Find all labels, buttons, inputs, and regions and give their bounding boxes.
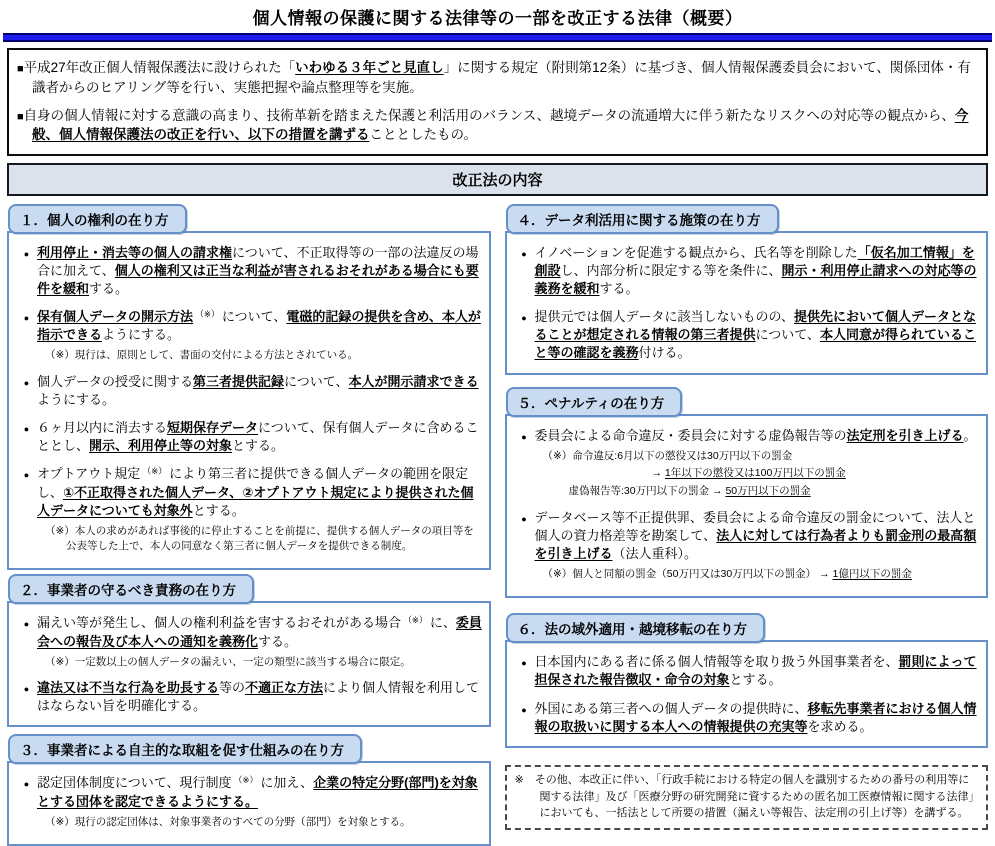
text-run: する。: [89, 280, 129, 296]
text-run: いわゆる３年ごと見直し: [295, 60, 444, 75]
text-run: （法人重科）。: [612, 545, 698, 561]
text-run: する。: [599, 280, 639, 296]
dot-bullet-icon: ●: [521, 513, 527, 524]
text-run: 開示・利用停止請求への対応等の義務を緩和: [534, 262, 977, 296]
text-run: こととしたもの。: [369, 127, 477, 143]
footnote-item: [514, 466, 981, 481]
bullet-text: [535, 509, 981, 564]
bullet-item: [16, 465, 483, 520]
section-5-body: [505, 414, 989, 599]
text-run: 等の: [219, 680, 246, 696]
footnote-item: [514, 567, 981, 582]
section-6-body: [505, 640, 989, 748]
text-run: （※）個人と同額の罰金（50万円又は30万円以下の罰金） →: [542, 568, 833, 581]
dot-bullet-icon: ●: [521, 431, 527, 442]
bullet-item: [16, 373, 483, 409]
text-run: 付ける。: [638, 345, 691, 361]
other-laws-footnote-box: [505, 765, 989, 830]
section-4-body: [505, 231, 989, 375]
text-run: 電磁的記録の提供を含め、本人が指示できる: [37, 309, 481, 343]
section-1-heading: １．個人の権利の在り方: [8, 204, 187, 234]
text-run: する。: [258, 633, 298, 649]
intro-summary-box: [7, 48, 988, 156]
bullet-text: [535, 244, 981, 299]
bullet-item: [514, 700, 981, 736]
dot-bullet-icon: ●: [23, 248, 30, 259]
text-run: 委員会への報告及び本人への通知を義務化: [37, 615, 482, 649]
square-bullet-icon: ■: [17, 63, 24, 75]
dot-bullet-icon: ●: [521, 704, 527, 715]
section-3: [7, 734, 491, 846]
text-run: オプトアウト規定: [37, 466, 141, 482]
text-run: について、不正取得等の一部の法違反の場合に加えて、: [37, 244, 479, 278]
text-run: イノベーションを促進する観点から、氏名等を削除した: [534, 244, 858, 260]
text-run: 自身の個人情報に対する意識の高まり、技術革新を踏まえた保護と利活用のバランス、越境データの流通増大に伴う新たなリスクへの対応等の観点から、: [23, 107, 955, 123]
bullet-text: [37, 244, 483, 299]
text-run: 1年以下の懲役又は100万円以下の罰金: [664, 467, 846, 480]
text-run: （※）命令違反:6月以下の懲役又は30万円以下の罰金: [542, 449, 793, 462]
text-run: について、保有個人データに含めることとし、: [37, 420, 479, 454]
dot-bullet-icon: ●: [23, 684, 30, 695]
text-run: ようにする。: [37, 391, 116, 407]
text-run: （※）一定数以上の個人データの漏えい、一定の類型に該当する場合に限定。: [45, 655, 411, 668]
text-run: 保有個人データの開示方法: [37, 309, 194, 325]
text-run: （※）現行の認定団体は、対象事業者のすべての分野（部門）を対象とする。: [45, 815, 411, 828]
text-run: 法人に対しては行為者よりも罰金刑の最高額を引き上げる: [534, 527, 977, 561]
text-run: 違法又は不当な行為を助長する: [37, 680, 220, 696]
text-run: データベース等不正提供罪、委員会による命令違反の罰金について、法人と個人の資力格差等を勘案して、: [534, 509, 976, 543]
text-run: 第三者提供記録: [193, 373, 285, 389]
section-6: [505, 613, 989, 748]
dot-bullet-icon: ●: [521, 248, 527, 259]
bullet-text: [535, 308, 981, 363]
text-run: を求める。: [807, 718, 873, 734]
text-run: とする。: [232, 438, 285, 454]
footnote-item: [16, 524, 483, 554]
text-run: について、: [755, 327, 820, 343]
text-run: 。: [963, 427, 977, 443]
text-run: →: [651, 467, 665, 480]
footnote-item: [514, 449, 981, 464]
bullet-text: [37, 308, 483, 344]
section-1-body: [7, 231, 491, 571]
text-run: 外国にある第三者への個人データの提供時に、: [534, 700, 808, 716]
text-run: とする。: [192, 502, 245, 518]
bullet-text: [535, 427, 981, 445]
text-run: により個人情報を利用してはならない旨を明確化する。: [37, 680, 480, 714]
text-run: について、: [284, 373, 349, 389]
text-run: 虚偽報告等:30万円以下の罰金 →: [568, 485, 726, 498]
dot-bullet-icon: ●: [23, 470, 30, 481]
bullet-item: [16, 419, 483, 455]
bullet-item: [16, 774, 483, 810]
section-3-heading: ３．事業者による自主的な取組を促す仕組みの在り方: [8, 734, 362, 764]
text-run: 本人同意が得られていること等の確認を義務: [534, 327, 977, 361]
square-bullet-icon: ■: [17, 110, 24, 123]
title-divider: [3, 33, 992, 42]
text-run: 開示、利用停止等の対象: [89, 438, 233, 454]
section-4: [505, 204, 989, 375]
text-run: 提供先において個人データとなることが想定される情報の第三者提供: [534, 309, 976, 343]
text-run: 認定団体制度について、現行制度: [37, 775, 232, 791]
text-run: 個人の権利又は正当な利益が害されるおそれがある場合にも要件を緩和: [37, 262, 479, 296]
text-run: （※）: [140, 466, 170, 477]
text-run: により第三者に提供できる個人データの範囲を限定し、: [37, 466, 469, 500]
text-run: について、: [221, 309, 287, 325]
footnote-item: [16, 655, 483, 670]
intro-bullet: [17, 106, 976, 145]
footnote-item: [16, 815, 483, 830]
text-run: （※）: [401, 615, 430, 626]
text-run: 提供元では個人データに該当しないものの、: [534, 309, 794, 325]
section-1: [7, 204, 491, 571]
text-run: 本人が開示請求できる: [348, 373, 479, 389]
bullet-text: [37, 465, 483, 520]
section-3-body: [7, 761, 491, 846]
bullet-text: [37, 774, 483, 810]
text-run: （※）: [193, 309, 222, 320]
bullet-item: [16, 614, 483, 650]
text-run: 「仮名加工情報」を創設: [534, 244, 975, 278]
section-2-heading: ２．事業者の守るべき責務の在り方: [8, 574, 254, 604]
bullet-text: [535, 653, 981, 689]
dot-bullet-icon: ●: [23, 313, 30, 324]
content-section-header: 改正法の内容: [7, 163, 988, 196]
section-5: [505, 387, 989, 599]
bullet-text: [37, 419, 483, 455]
text-run: 利用停止・消去等の個人の請求権: [37, 244, 233, 260]
text-run: に、: [429, 615, 456, 631]
text-run: 不適正な方法: [245, 680, 324, 696]
text-run: 平成27年改正個人情報保護法に設けられた「: [23, 60, 296, 75]
section-6-heading: ６．法の域外適用・越境移転の在り方: [506, 613, 766, 643]
text-run: ６ヶ月以内に消去する: [37, 420, 168, 436]
text-run: 短期保存データ: [167, 420, 259, 436]
dot-bullet-icon: ●: [23, 424, 30, 435]
text-run: 日本国内にある者に係る個人情報等を取り扱う外国事業者を、: [534, 654, 899, 670]
text-run: 罰則によって担保された報告徴収・命令の対象: [534, 654, 977, 688]
intro-bullet: [17, 58, 976, 97]
text-run: 企業の特定分野(部門)を対象とする団体を認定できるようにする。: [37, 775, 478, 809]
dot-bullet-icon: ●: [23, 619, 30, 630]
dot-bullet-icon: ●: [521, 658, 527, 669]
text-run: ①不正取得された個人データ、②オプトアウト規定により提供された個人データについても対象外: [37, 484, 474, 518]
bullet-item: [514, 509, 981, 564]
section-2-body: [7, 601, 491, 727]
bullet-item: [514, 427, 981, 445]
text-run: 1億円以下の罰金: [832, 568, 912, 581]
left-column: [7, 204, 491, 846]
section-2: [7, 574, 491, 727]
text-run: 委員会による命令違反・委員会に対する虚偽報告等の: [534, 427, 847, 443]
bullet-text: [535, 700, 981, 736]
text-run: （※）現行は、原則として、書面の交付による方法とされている。: [45, 349, 359, 362]
text-run: （※）本人の求めがあれば事後的に停止することを前提に、提供する個人データの項目等を公表等した上で、本人の同意なく第三者に個人データを提供できる制度。: [45, 525, 474, 553]
bullet-text: [37, 373, 483, 409]
dot-bullet-icon: ●: [23, 779, 30, 790]
text-run: 漏えい等が発生し、個人の権利利益を害するおそれがある場合: [37, 615, 402, 631]
text-run: 今般、個人情報保護法の改正を行い、以下の措置を講ずる: [32, 107, 969, 143]
text-run: 法定刑を引き上げる: [846, 427, 964, 443]
text-run: 個人データの授受に関する: [37, 373, 194, 389]
bullet-item: [514, 653, 981, 689]
two-column-layout: [7, 204, 988, 846]
dot-bullet-icon: ●: [521, 313, 527, 324]
text-run: 」に関する規定（附則第12条）に基づき、個人情報保護委員会において、関係団体・有識者からのヒアリング等を行い、実態把握や論点整理等を実施。: [32, 60, 971, 95]
text-run: （※）: [231, 775, 261, 786]
dot-bullet-icon: ●: [23, 377, 30, 388]
footnote-item: [514, 484, 981, 499]
footnote-item: [16, 348, 483, 363]
bullet-item: [16, 308, 483, 344]
text-run: 移転先事業者における個人情報の取扱いに関する本人への情報提供の充実等: [534, 700, 977, 734]
text-run: 50万円以下の罰金: [725, 485, 811, 498]
bullet-item: [16, 244, 483, 299]
text-run: し、内部分析に限定する等を条件に、: [560, 262, 782, 278]
right-column: [505, 204, 989, 830]
text-run: とする。: [729, 672, 782, 688]
section-5-heading: ５．ペナルティの在り方: [506, 387, 683, 417]
bullet-text: [37, 614, 483, 650]
text-run: に加え、: [260, 775, 314, 791]
text-run: ようにする。: [102, 327, 181, 343]
text-run: ※ その他、本改正に伴い、「行政手続における特定の個人を識別するための番号の利用等に関する法律」及び「医療分野の研究開発に資するための匿名加工医療情報に関する法律」においても、一括法として所要の措置（漏えい等報告、法定刑の引上げ等）を講ずる。: [514, 774, 974, 820]
bullet-text: [37, 679, 483, 715]
bullet-item: [514, 308, 981, 363]
bullet-item: [16, 679, 483, 715]
bullet-item: [514, 244, 981, 299]
section-4-heading: ４．データ利活用に関する施策の在り方: [506, 204, 779, 234]
page-title: 個人情報の保護に関する法律等の一部を改正する法律（概要）: [252, 9, 743, 28]
